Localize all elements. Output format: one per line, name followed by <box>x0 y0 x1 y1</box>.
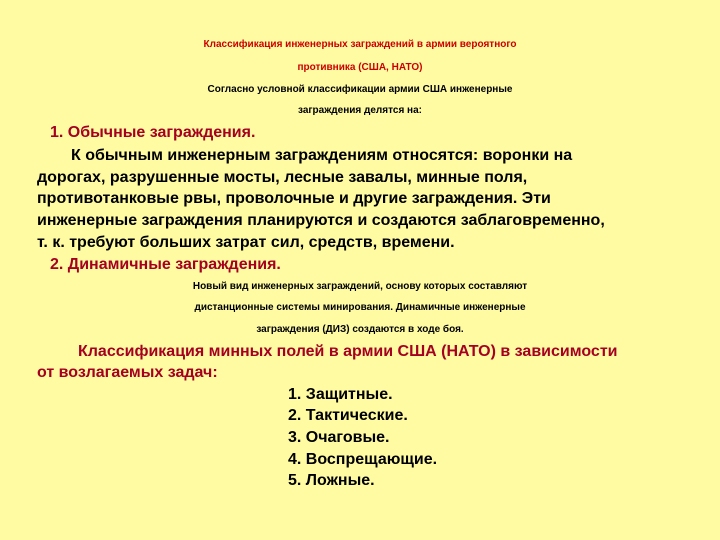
section-1-heading: 1. Обычные заграждения. <box>50 124 256 141</box>
slide-title-line-2: противника (США, НАТО) <box>297 62 423 73</box>
section-2-heading: 2. Динамичные заграждения. <box>50 256 281 273</box>
minefield-type-item: 2. Тактические. <box>288 407 408 424</box>
intro-line-1: Согласно условной классификации армии США инженерные <box>207 84 513 95</box>
section-1-line: К обычным инженерным заграждениям относятся: воронки на <box>71 147 573 164</box>
minefield-classification-line-2: от возлагаемых задач: <box>37 364 218 381</box>
minefield-classification-line-1: Классификация минных полей в армии США (НАТО) в зависимости <box>78 343 618 360</box>
slide-title-line-1: Классификация инженерных заграждений в армии вероятного <box>203 39 517 50</box>
section-1-line: инженерные заграждения планируются и создаются заблаговременно, <box>37 212 605 229</box>
intro-line-2: заграждения делятся на: <box>297 105 422 116</box>
section-2-line: Новый вид инженерных заграждений, основу которых составляют <box>192 281 528 292</box>
minefield-type-item: 3. Очаговые. <box>288 429 390 446</box>
minefield-type-item: 4. Воспрещающие. <box>288 451 438 468</box>
section-2-line: заграждения (ДИЗ) создаются в ходе боя. <box>256 324 464 335</box>
section-1-line: т. к. требуют больших затрат сил, средств, времени. <box>37 234 455 251</box>
section-1-line: противотанковые рвы, проволочные и другие заграждения. Эти <box>37 190 551 207</box>
section-1-line: дорогах, разрушенные мосты, лесные завалы, минные поля, <box>37 169 528 186</box>
minefield-type-item: 5. Ложные. <box>288 472 375 489</box>
section-2-line: дистанционные системы минирования. Динамичные инженерные <box>194 302 526 313</box>
minefield-type-item: 1. Защитные. <box>288 386 393 403</box>
